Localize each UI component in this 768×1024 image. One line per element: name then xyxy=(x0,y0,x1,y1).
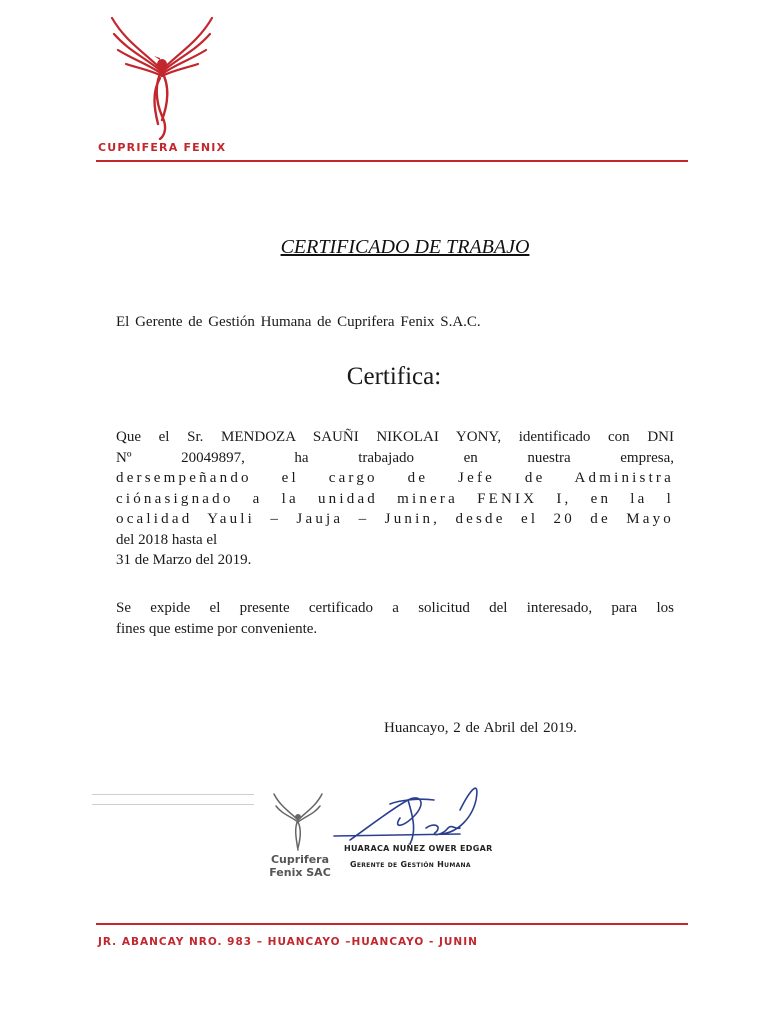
signer-role: Gerente de Gestión Humana xyxy=(350,860,471,869)
footer-divider xyxy=(96,923,688,925)
company-address: JR. ABANCAY NRO. 983 – HUANCAYO –HUANCAYO - JUNIN xyxy=(98,936,478,948)
body-line: ciónasignado a la unidad minera FENIX I, en la l xyxy=(116,490,674,507)
signature-line xyxy=(92,804,254,805)
stamp-company xyxy=(262,853,338,879)
handwritten-signature xyxy=(330,770,520,850)
intro-text: El Gerente de Gestión Humana de Cuprifera Fenix S.A.C. xyxy=(116,314,481,330)
body-line: 31 de Marzo del 2019. xyxy=(116,552,252,568)
stamp-company-line: Fenix SAC xyxy=(269,866,331,879)
closing-line: Se expide el presente certificado a solicitud del interesado, para los xyxy=(116,600,674,616)
signer-name: HUARACA NUÑEZ OWER EDGAR xyxy=(344,844,493,853)
stamp-company-line: Cuprifera xyxy=(270,853,330,866)
issue-date: Huancayo, 2 de Abril del 2019. xyxy=(384,720,577,736)
certifica-heading: Certifica: xyxy=(346,363,442,390)
body-line: ocalidad Yauli – Jauja – Junin, desde el 20 de Mayo xyxy=(116,511,674,527)
body-line: Nº 20049897, ha trabajado en nuestra empresa, xyxy=(116,449,674,466)
header-divider xyxy=(96,160,688,162)
body-line: del 2018 hasta el xyxy=(116,531,218,548)
stamp-phoenix-icon xyxy=(270,792,326,852)
closing-line: fines que estime por conveniente. xyxy=(116,620,318,637)
body-line: dersempeñando el cargo de Jefe de Administra xyxy=(116,470,674,486)
body-line: Que el Sr. MENDOZA SAUÑI NIKOLAI YONY, identificado con DNI xyxy=(116,429,674,445)
phoenix-logo-icon xyxy=(104,12,220,140)
signature-line xyxy=(92,794,254,795)
certificate-body xyxy=(116,427,674,571)
company-name: CUPRIFERA FENIX xyxy=(98,141,227,154)
closing-paragraph xyxy=(116,598,674,639)
document-title: CERTIFICADO DE TRABAJO xyxy=(280,236,530,258)
